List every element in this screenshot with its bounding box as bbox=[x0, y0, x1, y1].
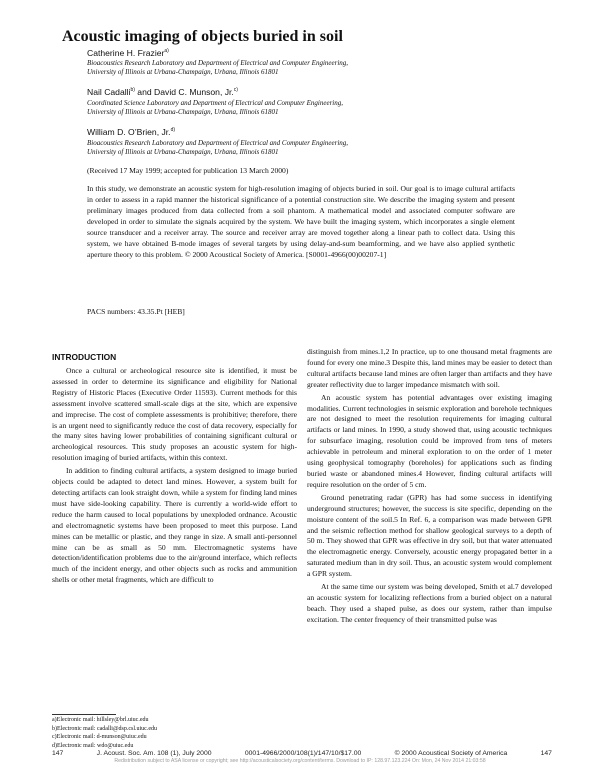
author-3-sup-inline: c) bbox=[233, 87, 238, 94]
author-1-sup: a) bbox=[164, 48, 169, 55]
left-column bbox=[52, 366, 297, 586]
affiliation-line: Coordinated Science Laboratory and Department of Electrical and Computer Engineering, bbox=[87, 99, 343, 107]
affiliation-line: Bioacoustics Research Laboratory and Department of Electrical and Computer Engineering, bbox=[87, 139, 349, 147]
author-1-affiliation bbox=[87, 59, 567, 78]
body-paragraph: Once a cultural or archeological resource site is identified, it must be assessed in order to determine its significance and eligibility for National Registry of Historic Places (Executive Order 11593). Current methods for this assessment involve scattered small-scale digs at the site, which are expensive and imprecise. The cost of complete assessments is prohibitive; therefore, there is an urgent need to significantly reduce the cost of data recovery, especially for the many sites having lower probabilities of containing significant cultural or archeological resources. This study proposes an acoustic system for high-resolution imaging of buried artifacts, within this context. bbox=[52, 366, 297, 463]
received-dates: (Received 17 May 1999; accepted for publication 13 March 2000) bbox=[87, 166, 289, 175]
author-1-name: Catherine H. Frazier bbox=[87, 48, 165, 58]
author-4-name: William D. O’Brien, Jr. bbox=[87, 127, 171, 137]
footnote: c)Electronic mail: d-munson@uiuc.edu bbox=[52, 734, 147, 740]
body-paragraph: An acoustic system has potential advantages over existing imaging modalities. Current technologies in seismic exploration and borehole techniques are not designed to meet the resolution requirements for imaging cultural artifacts or land mines. In 1990, a study showed that, using acoustic techniques for subsurface imaging, resolution could be improved from tens of meters achievable in petroleum and mineral exploration to on the order of 1 meter using geophysical tomography (boreholes) for applications such as finding buried waste or abandoned mines.4 However, finding cultural artifacts will require resolution on the order of 5 cm. bbox=[307, 392, 552, 489]
author-2-sup: b) bbox=[130, 87, 135, 94]
footnote: d)Electronic mail: wdo@uiuc.edu bbox=[52, 742, 134, 749]
body-paragraph: At the same time our system was being developed, Smith et al.7 developed an acoustic system for localizing reflections from a buried object on a natural beach. They used a shaped pulse, as does our system, rather than impulse excitation. The center frequency of their transmitted pulse was bbox=[307, 582, 552, 624]
article-code: 0001-4966/2000/108(1)/147/10/$17.00 bbox=[244, 750, 362, 757]
footnotes bbox=[52, 716, 157, 750]
journal-citation: J. Acoust. Soc. Am. 108 (1), July 2000 bbox=[96, 750, 212, 757]
page-footer bbox=[52, 750, 552, 757]
affiliation-line: University of Illinois at Urbana-Champaign, Urbana, Illinois 61801 bbox=[87, 148, 279, 157]
copyright-notice: © 2000 Acoustical Society of America bbox=[394, 750, 508, 757]
affiliation-line: University of Illinois at Urbana-Champaign, Urbana, Illinois 61801 bbox=[87, 68, 279, 77]
section-heading-introduction: INTRODUCTION bbox=[52, 352, 117, 362]
page-number-right: 147 bbox=[540, 750, 552, 757]
right-column bbox=[307, 347, 552, 626]
body-paragraph: Ground penetrating radar (GPR) has had some success in identifying underground structures; however, the success is site specific, depending on the moisture content of the soil.5 In Ref. 6, a comparison was made between GPR and the seismic reflection method for shallow geological surveys to a depth of 50 m. They showed that GPR was effective in dry soil, but that water attenuated the electromagnetic energy. Conversely, acoustic energy propagated better in a saturated medium than in dry soil. Thus, an acoustic system would complement a GPR system. bbox=[307, 492, 552, 579]
author-2-affiliation bbox=[87, 99, 567, 118]
redistribution-notice: Redistribution subject to ASA license or copyright; see http://acousticalsociety.org/content/terms. Download to IP: 128.97.123.224 On: Mon, 24 Nov 2014 21:03:58 bbox=[114, 758, 486, 764]
footnote: a)Electronic mail: hillsley@brl.uiuc.edu bbox=[52, 717, 149, 723]
author-4-affiliation bbox=[87, 139, 567, 158]
author-1 bbox=[87, 48, 169, 58]
paper-title: Acoustic imaging of objects buried in soil bbox=[62, 28, 343, 45]
affiliation-line: University of Illinois at Urbana-Champaign, Urbana, Illinois 61801 bbox=[87, 108, 279, 117]
abstract: In this study, we demonstrate an acoustic system for high-resolution imaging of objects buried in soil. Our goal is to image cultural artifacts in order to assess in a rapid manner the historical significance of a potential construction site. We describe the imaging system and present preliminary images produced from data collected from a soil phantom. A mathematical model and associated computer software are developed in order to simulate the signals acquired by the system. We have built the imaging system, which incorporates a single element source transducer and a receiver array. The source and receiver array are moved together along a linear path to collect data. Using this system, we have obtained B-mode images of several targets by using delay-and-sum beamforming, and we have also applied synthetic aperture theory to this problem. © 2000 Acoustical Society of America. [S0001-4966(00)00207-1] bbox=[87, 184, 515, 259]
pacs-numbers: PACS numbers: 43.35.Pt [HEB] bbox=[87, 307, 185, 316]
affiliation-line: Bioacoustics Research Laboratory and Department of Electrical and Computer Engineering, bbox=[87, 59, 349, 67]
footnote: b)Electronic mail: cadalli@dsp.csl.uiuc.edu bbox=[52, 725, 157, 732]
author-4-sup: d) bbox=[170, 127, 176, 134]
author-3-name-inline: and David C. Munson, Jr. bbox=[134, 87, 234, 97]
author-2-name: Nail Cadalli bbox=[87, 87, 131, 97]
body-paragraph: In addition to finding cultural artifacts, a system designed to image buried objects could be adapted to detect land mines. However, a system built for detecting artifacts can look straight down, while a system for finding land mines must have side-looking capability. There is currently a world-wide effort to reduce the harm caused to local populations by unexploded ordnance. Acoustic and electromagnetic systems have been proposed to meet this purpose. Land mines can be metallic or plastic, and they range in size. A small anti-personnel mine can be as small as 50 mm. Electromagnetic systems have detection/identification problems due to the air/ground interface, which reflects much of the incident energy, and other objects such as rocks and ammunition shells or other metal fragments, which are difficult to bbox=[52, 466, 297, 585]
footnote-divider bbox=[52, 714, 116, 715]
page-number-left: 147 bbox=[52, 750, 64, 757]
body-paragraph: distinguish from mines.1,2 In practice, up to one thousand metal fragments are found for every one mine.3 Despite this, land mines may be easier to detect than cultural artifacts because land mines are often larger than artifacts and they have greater reflectivity due to larger impedance mismatch with soil. bbox=[307, 347, 552, 389]
author-2 bbox=[87, 87, 238, 97]
author-4 bbox=[87, 127, 175, 137]
